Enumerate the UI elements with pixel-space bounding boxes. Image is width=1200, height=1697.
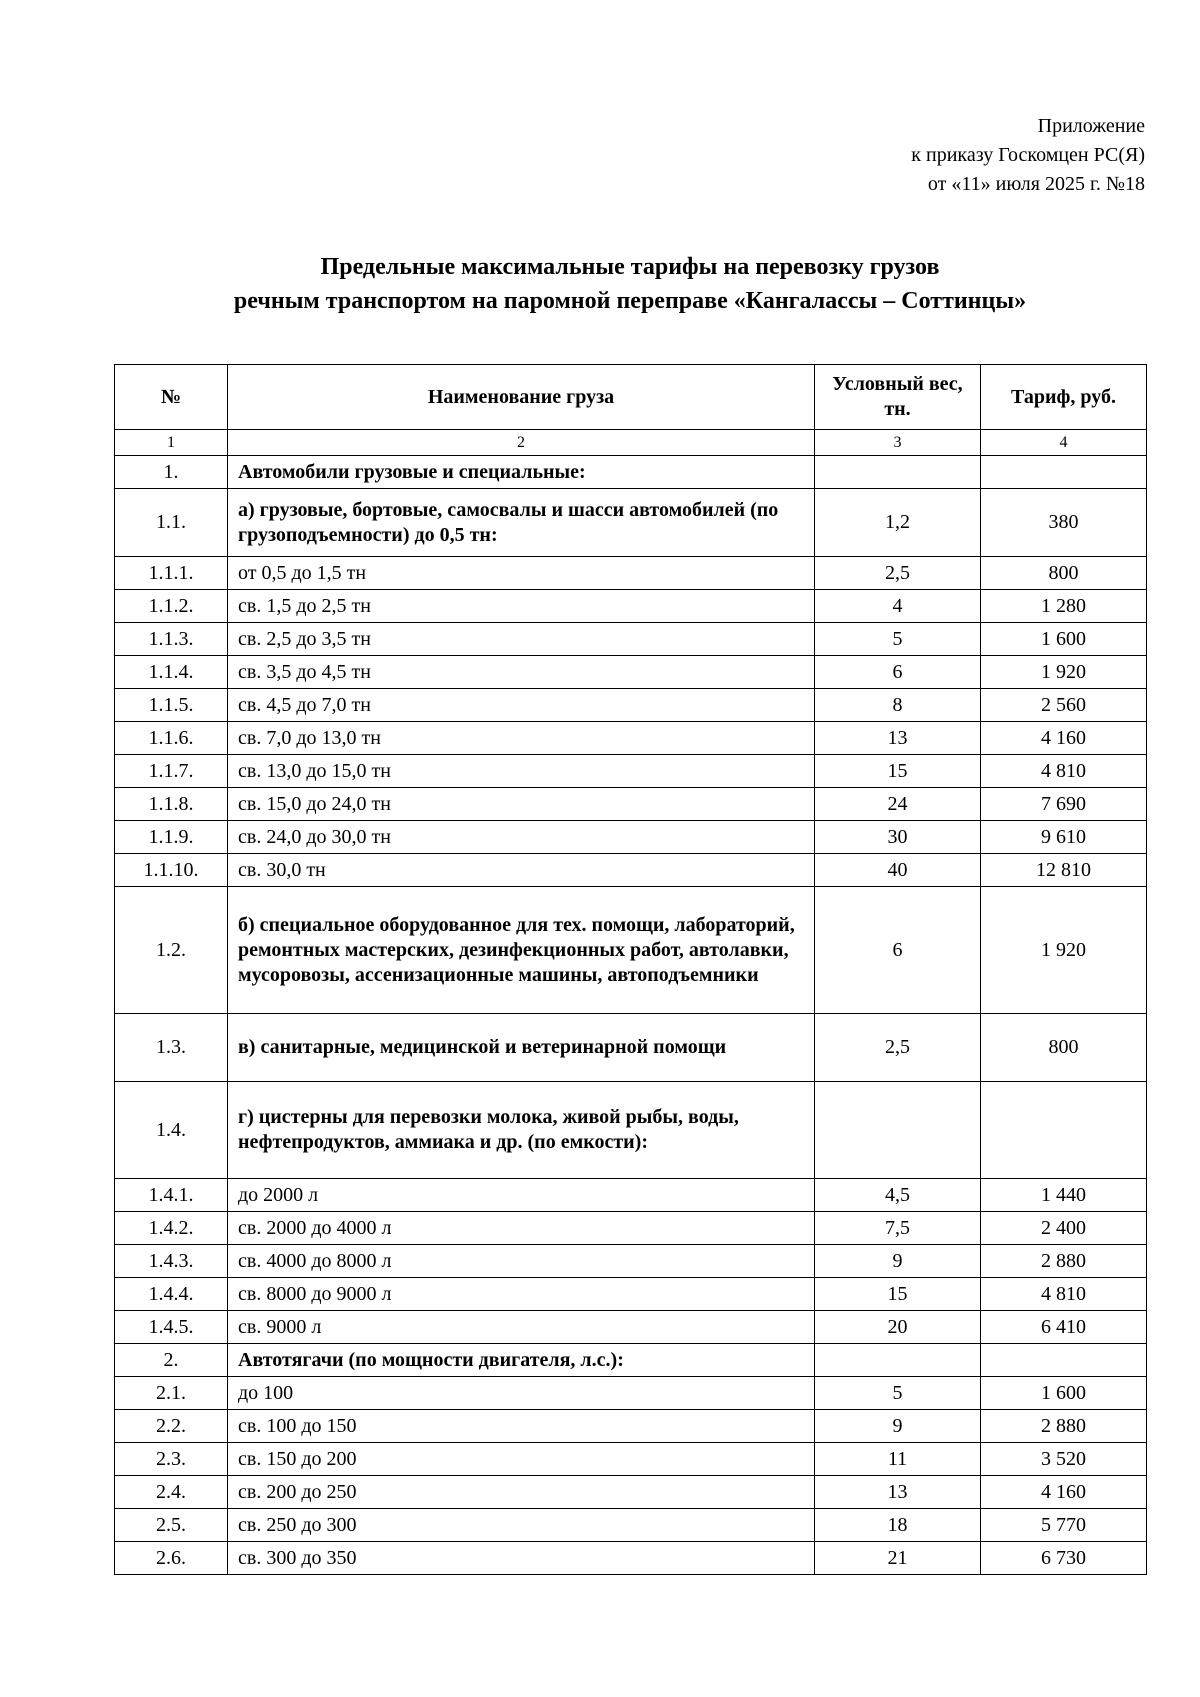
row-number: 1.4. xyxy=(115,1082,228,1179)
weight-value: 8 xyxy=(815,689,981,722)
cargo-name: св. 7,0 до 13,0 тн xyxy=(228,722,815,755)
appendix-header xyxy=(911,112,1145,199)
weight-value: 9 xyxy=(815,1410,981,1443)
cargo-name: а) грузовые, бортовые, самосвалы и шасси автомобилей (по грузоподъемности) до 0,5 тн: xyxy=(228,489,815,557)
cargo-name: Автотягачи (по мощности двигателя, л.с.): xyxy=(228,1344,815,1377)
row-number: 1.3. xyxy=(115,1014,228,1082)
row-number: 1.1.6. xyxy=(115,722,228,755)
cargo-name: св. 3,5 до 4,5 тн xyxy=(228,656,815,689)
tariff-value: 4 160 xyxy=(981,1476,1147,1509)
row-number: 1.2. xyxy=(115,887,228,1014)
table-row xyxy=(115,623,1147,656)
tariff-value: 4 160 xyxy=(981,722,1147,755)
table-row xyxy=(115,1443,1147,1476)
document-title xyxy=(0,250,1200,318)
tariff-table xyxy=(114,364,1147,1575)
table-row xyxy=(115,689,1147,722)
appendix-line: от «11» июля 2025 г. №18 xyxy=(927,173,1145,195)
cargo-name: св. 250 до 300 xyxy=(228,1509,815,1542)
appendix-line: Приложение xyxy=(1037,115,1145,137)
weight-value: 24 xyxy=(815,788,981,821)
tariff-value xyxy=(981,456,1147,489)
cargo-name: св. 24,0 до 30,0 тн xyxy=(228,821,815,854)
row-number: 1.4.4. xyxy=(115,1278,228,1311)
weight-value xyxy=(815,456,981,489)
row-number: 1.1.8. xyxy=(115,788,228,821)
cargo-name: Автомобили грузовые и специальные: xyxy=(228,456,815,489)
weight-value: 2,5 xyxy=(815,557,981,590)
weight-value: 20 xyxy=(815,1311,981,1344)
tariff-value xyxy=(981,1082,1147,1179)
row-number: 1.1.10. xyxy=(115,854,228,887)
cargo-name: св. 150 до 200 xyxy=(228,1443,815,1476)
tariff-value: 800 xyxy=(981,557,1147,590)
table-row xyxy=(115,1179,1147,1212)
weight-value: 6 xyxy=(815,656,981,689)
cargo-name: св. 300 до 350 xyxy=(228,1542,815,1575)
tariff-value: 4 810 xyxy=(981,755,1147,788)
weight-value: 5 xyxy=(815,1377,981,1410)
weight-value: 15 xyxy=(815,755,981,788)
column-number: 1 xyxy=(115,430,228,456)
tariff-value: 1 440 xyxy=(981,1179,1147,1212)
cargo-name: г) цистерны для перевозки молока, живой рыбы, воды, нефтепродуктов, аммиака и др. (по емкости): xyxy=(228,1082,815,1179)
table-row xyxy=(115,1212,1147,1245)
row-number: 1.1.2. xyxy=(115,590,228,623)
cargo-name: св. 4,5 до 7,0 тн xyxy=(228,689,815,722)
table-row xyxy=(115,1082,1147,1179)
row-number: 1.1.5. xyxy=(115,689,228,722)
cargo-name: св. 9000 л xyxy=(228,1311,815,1344)
tariff-value: 2 880 xyxy=(981,1245,1147,1278)
tariff-value: 12 810 xyxy=(981,854,1147,887)
table-row xyxy=(115,821,1147,854)
table-row xyxy=(115,788,1147,821)
weight-value: 5 xyxy=(815,623,981,656)
table-row xyxy=(115,456,1147,489)
cargo-name: св. 4000 до 8000 л xyxy=(228,1245,815,1278)
cargo-name: св. 13,0 до 15,0 тн xyxy=(228,755,815,788)
tariff-value: 1 600 xyxy=(981,1377,1147,1410)
cargo-name: от 0,5 до 1,5 тн xyxy=(228,557,815,590)
row-number: 1.1.9. xyxy=(115,821,228,854)
row-number: 1.4.3. xyxy=(115,1245,228,1278)
column-number: 3 xyxy=(815,430,981,456)
header-cargo-name: Наименование груза xyxy=(228,365,815,430)
tariff-value: 1 920 xyxy=(981,656,1147,689)
weight-value: 11 xyxy=(815,1443,981,1476)
cargo-name: св. 15,0 до 24,0 тн xyxy=(228,788,815,821)
cargo-name: до 100 xyxy=(228,1377,815,1410)
table-row xyxy=(115,557,1147,590)
weight-value xyxy=(815,1344,981,1377)
table-row xyxy=(115,1542,1147,1575)
weight-value: 13 xyxy=(815,722,981,755)
table-row xyxy=(115,722,1147,755)
table-row xyxy=(115,1509,1147,1542)
row-number: 1.4.2. xyxy=(115,1212,228,1245)
header-tariff: Тариф, руб. xyxy=(981,365,1147,430)
weight-value: 4,5 xyxy=(815,1179,981,1212)
title-line: речным транспортом на паромной переправе «Кангалассы – Соттинцы» xyxy=(233,288,1027,314)
table-row xyxy=(115,1245,1147,1278)
row-number: 2.6. xyxy=(115,1542,228,1575)
cargo-name: св. 2,5 до 3,5 тн xyxy=(228,623,815,656)
tariff-value: 7 690 xyxy=(981,788,1147,821)
table-row xyxy=(115,887,1147,1014)
weight-value: 13 xyxy=(815,1476,981,1509)
appendix-line: к приказу Госкомцен РС(Я) xyxy=(911,144,1145,166)
table-row xyxy=(115,590,1147,623)
table-row xyxy=(115,1410,1147,1443)
weight-value: 9 xyxy=(815,1245,981,1278)
weight-value: 40 xyxy=(815,854,981,887)
row-number: 2.2. xyxy=(115,1410,228,1443)
cargo-name: св. 8000 до 9000 л xyxy=(228,1278,815,1311)
weight-value: 15 xyxy=(815,1278,981,1311)
tariff-value: 380 xyxy=(981,489,1147,557)
row-number: 1.1.1. xyxy=(115,557,228,590)
column-number: 4 xyxy=(981,430,1147,456)
header-number: № xyxy=(115,365,228,430)
weight-value: 7,5 xyxy=(815,1212,981,1245)
cargo-name: св. 2000 до 4000 л xyxy=(228,1212,815,1245)
cargo-name: св. 200 до 250 xyxy=(228,1476,815,1509)
row-number: 2. xyxy=(115,1344,228,1377)
header-weight: Условный вес, тн. xyxy=(815,365,981,430)
tariff-value: 9 610 xyxy=(981,821,1147,854)
tariff-value: 800 xyxy=(981,1014,1147,1082)
weight-value: 6 xyxy=(815,887,981,1014)
title-line: Предельные максимальные тарифы на перевозку грузов xyxy=(320,254,940,280)
cargo-name: св. 30,0 тн xyxy=(228,854,815,887)
table-row xyxy=(115,1377,1147,1410)
weight-value: 30 xyxy=(815,821,981,854)
cargo-name: до 2000 л xyxy=(228,1179,815,1212)
tariff-value: 4 810 xyxy=(981,1278,1147,1311)
column-number: 2 xyxy=(228,430,815,456)
table-row xyxy=(115,656,1147,689)
tariff-value xyxy=(981,1344,1147,1377)
column-number-row xyxy=(115,430,1147,456)
weight-value: 21 xyxy=(815,1542,981,1575)
cargo-name: в) санитарные, медицинской и ветеринарной помощи xyxy=(228,1014,815,1082)
tariff-value: 1 600 xyxy=(981,623,1147,656)
row-number: 2.5. xyxy=(115,1509,228,1542)
cargo-name: б) специальное оборудованное для тех. помощи, лабораторий, ремонтных мастерских, дезинфекционных работ, автолавки, мусоровозы, ассенизационные машины, автоподъемники xyxy=(228,887,815,1014)
cargo-name: св. 100 до 150 xyxy=(228,1410,815,1443)
tariff-value: 2 560 xyxy=(981,689,1147,722)
row-number: 1. xyxy=(115,456,228,489)
table-row xyxy=(115,1014,1147,1082)
table-row xyxy=(115,755,1147,788)
tariff-value: 2 400 xyxy=(981,1212,1147,1245)
tariff-value: 1 920 xyxy=(981,887,1147,1014)
row-number: 1.1.3. xyxy=(115,623,228,656)
weight-value: 4 xyxy=(815,590,981,623)
row-number: 1.1. xyxy=(115,489,228,557)
weight-value: 2,5 xyxy=(815,1014,981,1082)
tariff-value: 5 770 xyxy=(981,1509,1147,1542)
tariff-value: 6 730 xyxy=(981,1542,1147,1575)
row-number: 2.3. xyxy=(115,1443,228,1476)
weight-value: 1,2 xyxy=(815,489,981,557)
table-row xyxy=(115,1344,1147,1377)
row-number: 2.4. xyxy=(115,1476,228,1509)
row-number: 2.1. xyxy=(115,1377,228,1410)
weight-value: 18 xyxy=(815,1509,981,1542)
row-number: 1.1.7. xyxy=(115,755,228,788)
row-number: 1.4.1. xyxy=(115,1179,228,1212)
tariff-value: 1 280 xyxy=(981,590,1147,623)
table-row xyxy=(115,1476,1147,1509)
tariff-value: 3 520 xyxy=(981,1443,1147,1476)
row-number: 1.1.4. xyxy=(115,656,228,689)
cargo-name: св. 1,5 до 2,5 тн xyxy=(228,590,815,623)
weight-value xyxy=(815,1082,981,1179)
table-row xyxy=(115,1311,1147,1344)
tariff-value: 2 880 xyxy=(981,1410,1147,1443)
row-number: 1.4.5. xyxy=(115,1311,228,1344)
table-header-row xyxy=(115,365,1147,430)
table-row xyxy=(115,854,1147,887)
table-row xyxy=(115,1278,1147,1311)
tariff-value: 6 410 xyxy=(981,1311,1147,1344)
table-row xyxy=(115,489,1147,557)
